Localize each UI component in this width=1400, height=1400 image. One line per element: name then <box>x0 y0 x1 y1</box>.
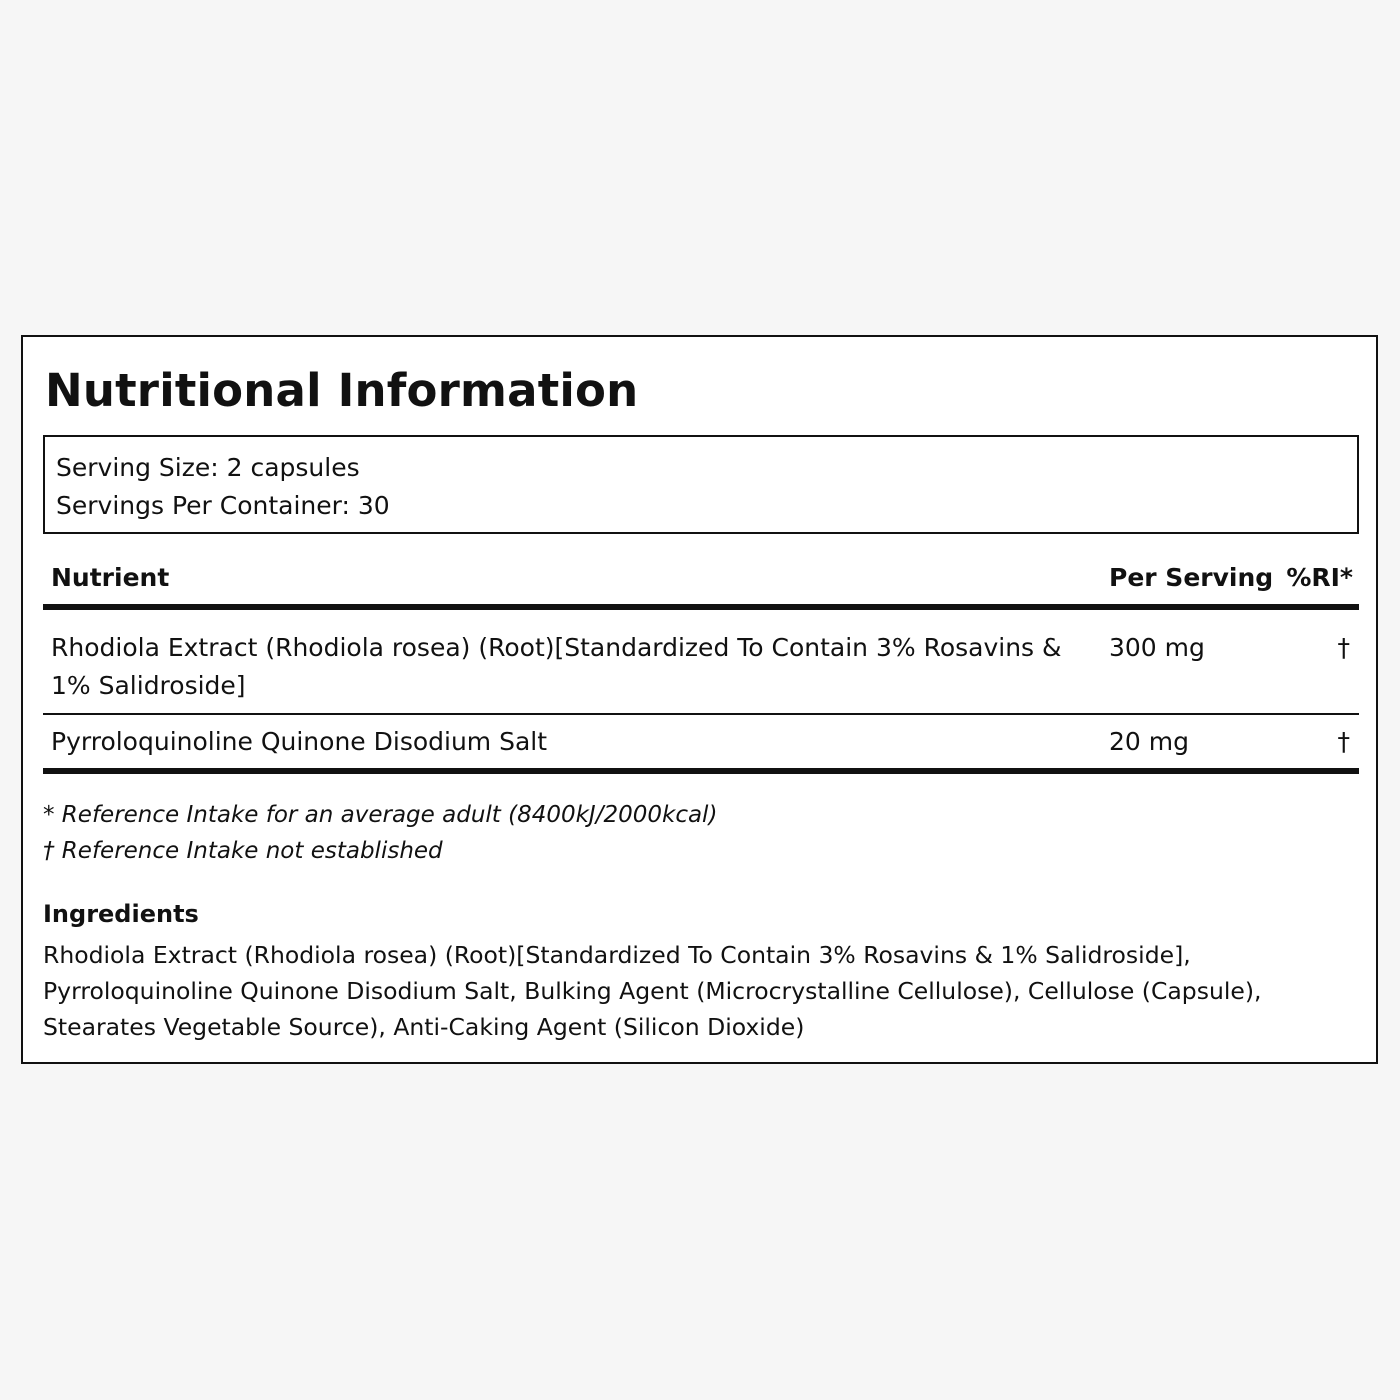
serving-info-box <box>43 435 1359 534</box>
nutrient-ri: † <box>1337 727 1350 756</box>
table-row <box>43 629 1359 709</box>
nutrient-name: Rhodiola Extract (Rhodiola rosea) (Root)[Standardized To Contain 3% Rosavins & 1% Salidroside] <box>51 633 1062 700</box>
table-row <box>43 723 1359 761</box>
nutrient-amount: 300 mg <box>1109 633 1205 662</box>
nutrient-table-header <box>43 559 1359 597</box>
label-title: Nutritional Information <box>45 364 639 417</box>
header-per-serving: Per Serving <box>1109 563 1274 592</box>
footnotes <box>43 797 717 869</box>
nutrition-label-panel <box>21 335 1378 1064</box>
header-ri: %RI* <box>1286 563 1353 592</box>
ingredients-heading: Ingredients <box>43 900 199 928</box>
header-divider <box>43 604 1359 610</box>
servings-per-container: Servings Per Container: 30 <box>56 491 390 520</box>
table-bottom-divider <box>43 768 1359 774</box>
nutrient-name: Pyrroloquinoline Quinone Disodium Salt <box>51 727 548 756</box>
row-divider <box>43 713 1359 715</box>
serving-size: Serving Size: 2 capsules <box>56 453 360 482</box>
ingredients-list: Rhodiola Extract (Rhodiola rosea) (Root)[Standardized To Contain 3% Rosavins & 1% Salidroside], Pyrroloquinoline Quinone Disodium Salt, Bulking Agent (Microcrystalline Cellulose), Cellulose (Capsule), Stearates Vegetable Source), Anti-Caking Agent (Silicon Dioxide) <box>43 941 1262 1041</box>
footnote-not-established: † Reference Intake not established <box>43 838 443 864</box>
nutrient-amount: 20 mg <box>1109 727 1189 756</box>
footnote-reference-intake: * Reference Intake for an average adult (8400kJ/2000kcal) <box>43 802 718 828</box>
header-nutrient: Nutrient <box>51 563 170 592</box>
nutrient-ri: † <box>1337 633 1350 662</box>
